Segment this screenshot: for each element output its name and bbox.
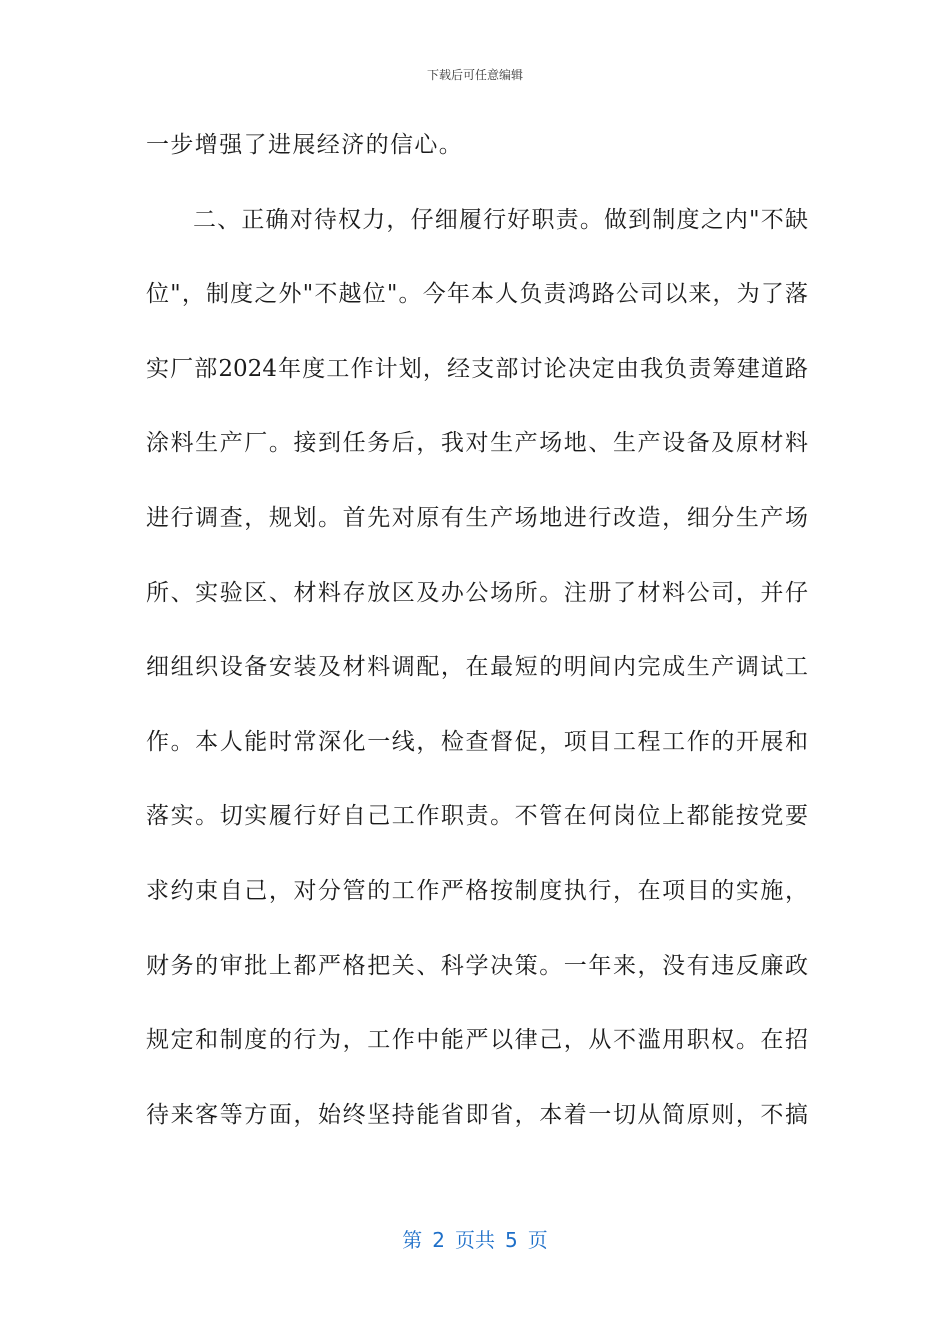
page-number-footer <box>0 1224 950 1253</box>
text-line: 位"，制度之外"不越位"。今年本人负责鸿路公司以来，为了落 <box>146 281 808 308</box>
current-page-number: 2 <box>432 1228 445 1252</box>
footer-suffix: 页 <box>527 1228 548 1252</box>
text-line: 待来客等方面，始终坚持能省即省，本着一切从简原则，不搞 <box>146 1101 808 1128</box>
footer-middle: 页共 <box>455 1228 495 1252</box>
text-line: 规定和制度的行为，工作中能严以律己，从不滥用职权。在招 <box>146 1027 808 1054</box>
page-header-note: 下载后可任意编辑 <box>426 68 523 82</box>
text-line: 一步增强了进展经济的信心。 <box>146 132 464 158</box>
text-line: 实厂部2024年度工作计划，经支部讨论决定由我负责筹建道路 <box>146 355 808 382</box>
text-line: 落实。切实履行好自己工作职责。不管在何岗位上都能按党要 <box>146 803 808 830</box>
text-line: 所、实验区、材料存放区及办公场所。注册了材料公司，并仔 <box>146 579 808 606</box>
text-line: 细组织设备安装及材料调配，在最短的明间内完成生产调试工 <box>146 654 808 681</box>
text-line: 作。本人能时常深化一线，检查督促，项目工程工作的开展和 <box>146 728 808 755</box>
text-line: 涂料生产厂。接到任务后，我对生产场地、生产设备及原材料 <box>146 430 808 457</box>
text-line: 进行调查，规划。首先对原有生产场地进行改造，细分生产场 <box>146 504 808 531</box>
document-body <box>146 120 808 1164</box>
total-page-number: 5 <box>505 1228 518 1252</box>
text-line: 求约束自己，对分管的工作严格按制度执行，在项目的实施， <box>146 877 808 904</box>
text-line: 二、正确对待权力，仔细履行好职责。做到制度之内"不缺 <box>193 206 808 233</box>
footer-prefix: 第 <box>402 1228 423 1252</box>
text-line: 财务的审批上都严格把关、科学决策。一年来，没有违反廉政 <box>146 952 808 979</box>
